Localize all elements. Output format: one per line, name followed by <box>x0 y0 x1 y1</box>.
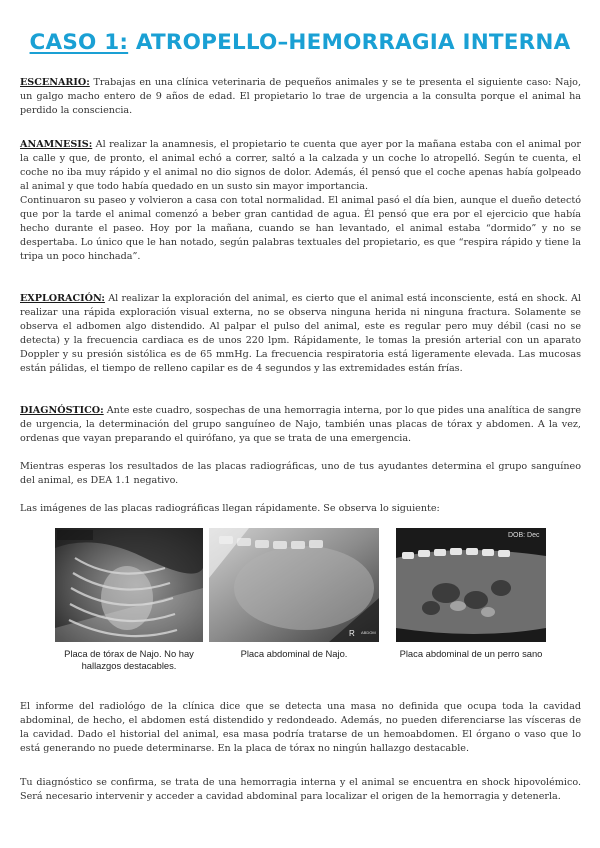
abdomen-xray-image <box>209 528 379 642</box>
thorax-xray-caption: Placa de tórax de Najo. No hay hallazgos destacables. <box>64 648 194 671</box>
exploracion-section <box>20 292 581 376</box>
diagnostico-label: DIAGNÓSTICO: <box>20 405 104 416</box>
escenario-text: Trabajas en una clínica veterinaria de pequeños animales y se te presenta el siguiente caso: Najo, un galgo macho entero de 9 años de edad. El propietario lo trae de urgencia a la consulta porque el animal ha perdido la consciencia. <box>20 77 581 116</box>
informe-paragraph: El informe del radiológo de la clínica dice que se detecta una masa no definida que ocupa toda la cavidad abdominal, de hecho, el abdomen está distendido y redondeado. Además, no pueden diferenciarse las vísceras de la cavidad. Dado el historial del animal, esa masa podría tratarse de un hemoabdomen. El órgano o vaso que lo está generando no puede determinarse. En la placa de tórax no ningún hallazgo destacable. <box>20 701 581 754</box>
diagnostico-text: Ante este cuadro, sospechas de una hemorragia interna, por lo que pides una analítica de sangre de urgencia, la determinación del grupo sanguíneo de Najo, también unas placas de tórax y abdomen. A la vez, ordenas que vayan preparando el quirófano, ya que se trata de una emergencia. <box>20 405 581 444</box>
conclusion-paragraph: Tu diagnóstico se confirma, se trata de una hemorragia interna y el animal se encuentra en shock hipovolémico. Será necesario intervenir y acceder a cavidad abdominal para localizar el origen de la hemorragia y detenerla. <box>20 777 581 802</box>
thorax-xray-image <box>55 528 203 642</box>
xray-corner-label: ABDOM <box>361 630 376 635</box>
escenario-label: ESCENARIO: <box>20 77 90 88</box>
exploracion-label: EXPLORACIÓN: <box>20 293 105 304</box>
anamnesis-label: ANAMNESIS: <box>20 139 93 150</box>
grupo-paragraph: Mientras esperas los resultados de las placas radiográficas, uno de tus ayudantes determina el grupo sanguíneo del animal, es DEA 1.1 negativo. <box>20 461 581 486</box>
abdomen-xray-caption: Placa abdominal de Najo. <box>240 648 348 659</box>
healthy-xray-caption: Placa abdominal de un perro sano <box>399 648 543 659</box>
anamnesis-section <box>20 138 581 264</box>
escenario-section <box>20 76 581 118</box>
xray-marker-r: R <box>349 629 355 638</box>
title-case-number: CASO 1: <box>29 30 129 55</box>
diagnostico-section <box>20 404 581 446</box>
anamnesis-text: Al realizar la anamnesis, el propietario te cuenta que ayer por la mañana estaba con el animal por la calle y que, de pronto, el animal echó a correr, saltó a la calzada y un coche lo atropelló. Según te cuenta, el coche no iba muy rápido y el animal no dio signos de dolor. Además, él pensó que el coche apenas había golpeado al animal y que todo había quedado en un susto sin mayor importancia. <box>20 139 581 192</box>
xray-corner-label: DOB: Dec <box>508 532 540 539</box>
imagenes-intro: Las imágenes de las placas radiográficas llegan rápidamente. Se observa lo siguiente: <box>20 503 440 514</box>
healthy-abdomen-xray-image <box>396 528 546 642</box>
page-title <box>0 30 600 55</box>
title-text: ATROPELLO–HEMORRAGIA INTERNA <box>128 30 571 55</box>
anamnesis-text-2: Continuaron su paseo y volvieron a casa con total normalidad. El animal pasó el día bien, aunque el dueño detectó que por la tarde el animal comenzó a beber gran cantidad de agua. Él pensó que era por el ejercicio que había hecho durante el paseo. Hoy por la mañana, cuando se han levantado, el animal estaba “dormido” y no se despertaba. Lo único que le han notado, según palabras textuales del propietario, es que “respira rápido y tiene la tripa un poco hinchada”. <box>20 195 581 262</box>
exploracion-text: Al realizar la exploración del animal, es cierto que el animal está inconsciente, está en shock. Al realizar una rápida exploración visual externa, no se observa ninguna herida ni ninguna fractura. Solamente se observa el adbomen algo distendido. Al palpar el pulso del animal, este es regular pero muy débil (casi no se detecta) y la frecuencia cardiaca es de unos 220 lpm. Rápidamente, le tomas la presión arterial con un aparato Doppler y su presión sistólica es de 65 mmHg. La frecuencia respiratoria está ligeramente elevada. Las mucosas están pálidas, el tiempo de relleno capilar es de 4 segundos y las extremidades están frías. <box>20 293 581 374</box>
